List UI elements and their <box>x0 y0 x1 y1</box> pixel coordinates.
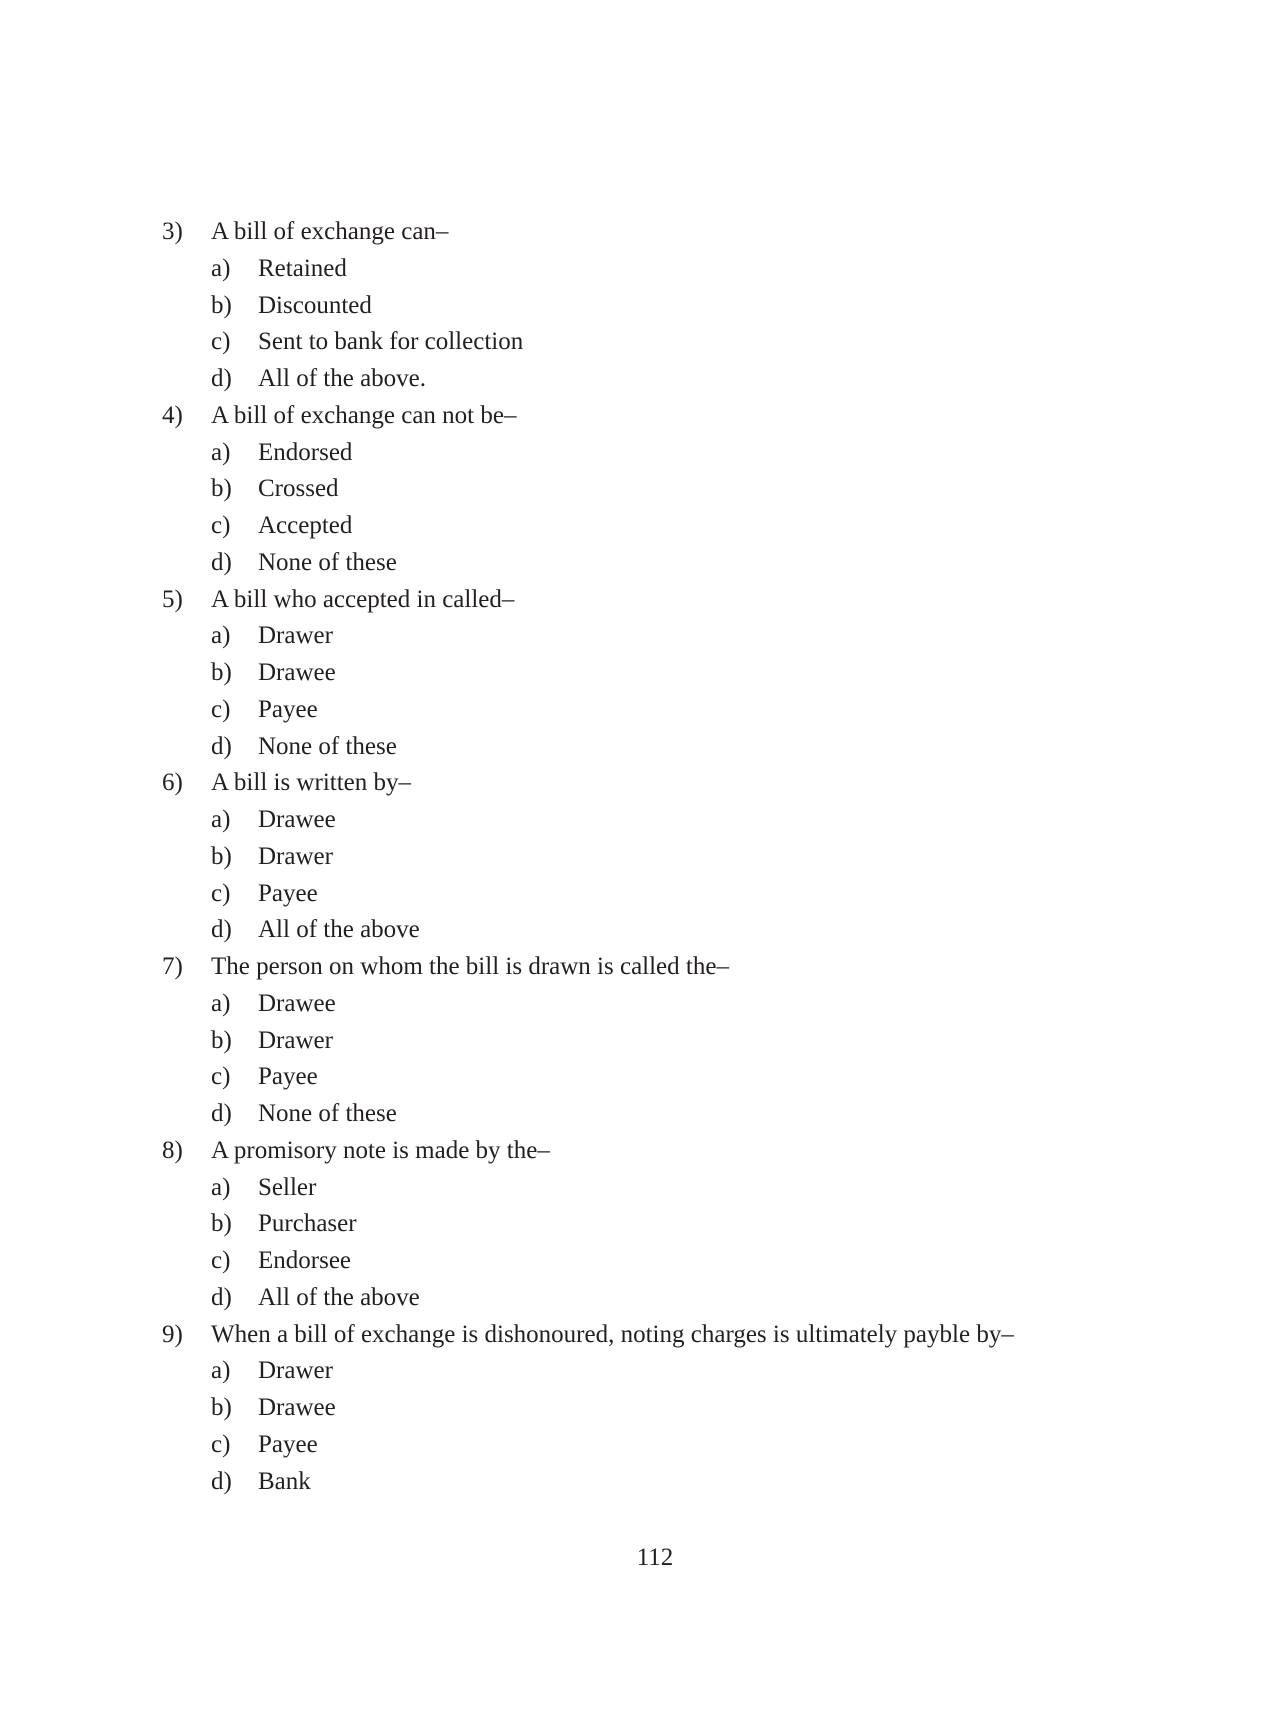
option-item <box>162 1023 1162 1060</box>
option-text: Payee <box>258 1063 318 1091</box>
option-text: Drawer <box>258 1357 333 1385</box>
option-text: Purchaser <box>258 1210 357 1238</box>
question-text: A bill who accepted in called– <box>211 585 515 613</box>
question-text: The person on whom the bill is drawn is called the– <box>211 953 729 980</box>
option-text: None of these <box>258 732 397 760</box>
option-letter: d) <box>211 548 232 576</box>
option-item <box>162 324 1162 361</box>
question-number: 7) <box>162 953 183 980</box>
option-item <box>162 1353 1162 1390</box>
option-letter: b) <box>211 659 232 686</box>
option-text: Retained <box>258 254 347 282</box>
option-text: None of these <box>258 1100 397 1127</box>
option-letter: b) <box>211 291 232 319</box>
option-item <box>162 471 1162 508</box>
question-4 <box>162 398 1162 435</box>
option-item <box>162 802 1162 839</box>
option-letter: c) <box>211 328 231 356</box>
option-item <box>162 618 1162 655</box>
option-text: Endorsed <box>258 438 353 466</box>
question-text: A bill of exchange can not be– <box>211 401 517 429</box>
option-text: Drawer <box>258 1026 333 1054</box>
option-letter: a) <box>211 1173 231 1201</box>
option-letter: b) <box>211 475 232 503</box>
question-list <box>162 214 1162 1500</box>
option-letter: b) <box>211 1210 232 1238</box>
option-letter: a) <box>211 622 231 650</box>
option-text: Drawer <box>258 622 333 650</box>
question-text: A promisory note is made by the– <box>211 1136 550 1164</box>
option-text: Seller <box>258 1173 317 1201</box>
question-number: 4) <box>162 401 183 429</box>
option-text: Drawer <box>258 842 333 870</box>
option-letter: d) <box>211 1467 232 1495</box>
option-letter: a) <box>211 438 231 466</box>
option-text: Payee <box>258 1430 318 1458</box>
option-letter: a) <box>211 989 231 1017</box>
page-number: 112 <box>636 1544 674 1571</box>
option-letter: c) <box>211 1063 231 1091</box>
option-letter: c) <box>211 879 231 907</box>
option-item <box>162 545 1162 582</box>
option-letter: b) <box>211 1026 232 1054</box>
option-item <box>162 1206 1162 1243</box>
option-letter: a) <box>211 1357 231 1385</box>
option-text: All of the above. <box>258 365 427 392</box>
question-text: When a bill of exchange is dishonoured, noting charges is ultimately payble by– <box>211 1320 1014 1348</box>
option-text: None of these <box>258 548 397 576</box>
question-number: 6) <box>162 769 183 797</box>
option-text: Crossed <box>258 475 339 503</box>
question-number: 8) <box>162 1136 183 1164</box>
option-text: All of the above <box>258 916 420 944</box>
option-item <box>162 1243 1162 1280</box>
option-letter: b) <box>211 842 232 870</box>
option-letter: c) <box>211 1247 231 1274</box>
question-8 <box>162 1133 1162 1170</box>
option-item <box>162 1390 1162 1427</box>
option-item <box>162 729 1162 766</box>
option-item <box>162 435 1162 472</box>
option-item <box>162 876 1162 913</box>
question-9 <box>162 1317 1162 1354</box>
option-item <box>162 251 1162 288</box>
option-item <box>162 1096 1162 1133</box>
option-letter: d) <box>211 365 232 392</box>
option-item <box>162 508 1162 545</box>
option-item <box>162 1170 1162 1207</box>
option-text: Drawee <box>258 806 336 833</box>
option-item <box>162 1464 1162 1501</box>
option-letter: a) <box>211 254 231 282</box>
option-text: Drawee <box>258 989 336 1017</box>
option-item <box>162 288 1162 325</box>
option-letter: c) <box>211 695 231 723</box>
option-text: All of the above <box>258 1283 420 1311</box>
option-item <box>162 1059 1162 1096</box>
option-item <box>162 986 1162 1023</box>
option-letter: b) <box>211 1394 232 1421</box>
question-6 <box>162 765 1162 802</box>
question-3 <box>162 214 1162 251</box>
option-text: Endorsee <box>258 1247 352 1274</box>
option-text: Drawee <box>258 1394 336 1421</box>
question-5 <box>162 582 1162 619</box>
question-number: 5) <box>162 585 183 613</box>
question-number: 9) <box>162 1320 183 1348</box>
option-text: Payee <box>258 879 318 907</box>
option-letter: c) <box>211 512 231 539</box>
option-item <box>162 361 1162 398</box>
option-text: Payee <box>258 695 318 723</box>
option-text: Sent to bank for collection <box>258 328 524 356</box>
option-item <box>162 1427 1162 1464</box>
question-7 <box>162 949 1162 986</box>
question-text: A bill of exchange can– <box>211 218 449 245</box>
option-text: Drawee <box>258 659 336 686</box>
option-item <box>162 912 1162 949</box>
option-item <box>162 839 1162 876</box>
option-letter: c) <box>211 1430 231 1458</box>
option-letter: d) <box>211 732 232 760</box>
option-text: Discounted <box>258 291 372 319</box>
option-letter: d) <box>211 916 232 944</box>
option-item <box>162 1280 1162 1317</box>
option-letter: d) <box>211 1283 232 1311</box>
question-text: A bill is written by– <box>211 769 411 797</box>
question-number: 3) <box>162 218 183 245</box>
option-item <box>162 655 1162 692</box>
option-letter: a) <box>211 806 231 833</box>
option-text: Accepted <box>258 512 353 539</box>
option-letter: d) <box>211 1100 232 1127</box>
option-item <box>162 692 1162 729</box>
option-text: Bank <box>258 1467 311 1495</box>
